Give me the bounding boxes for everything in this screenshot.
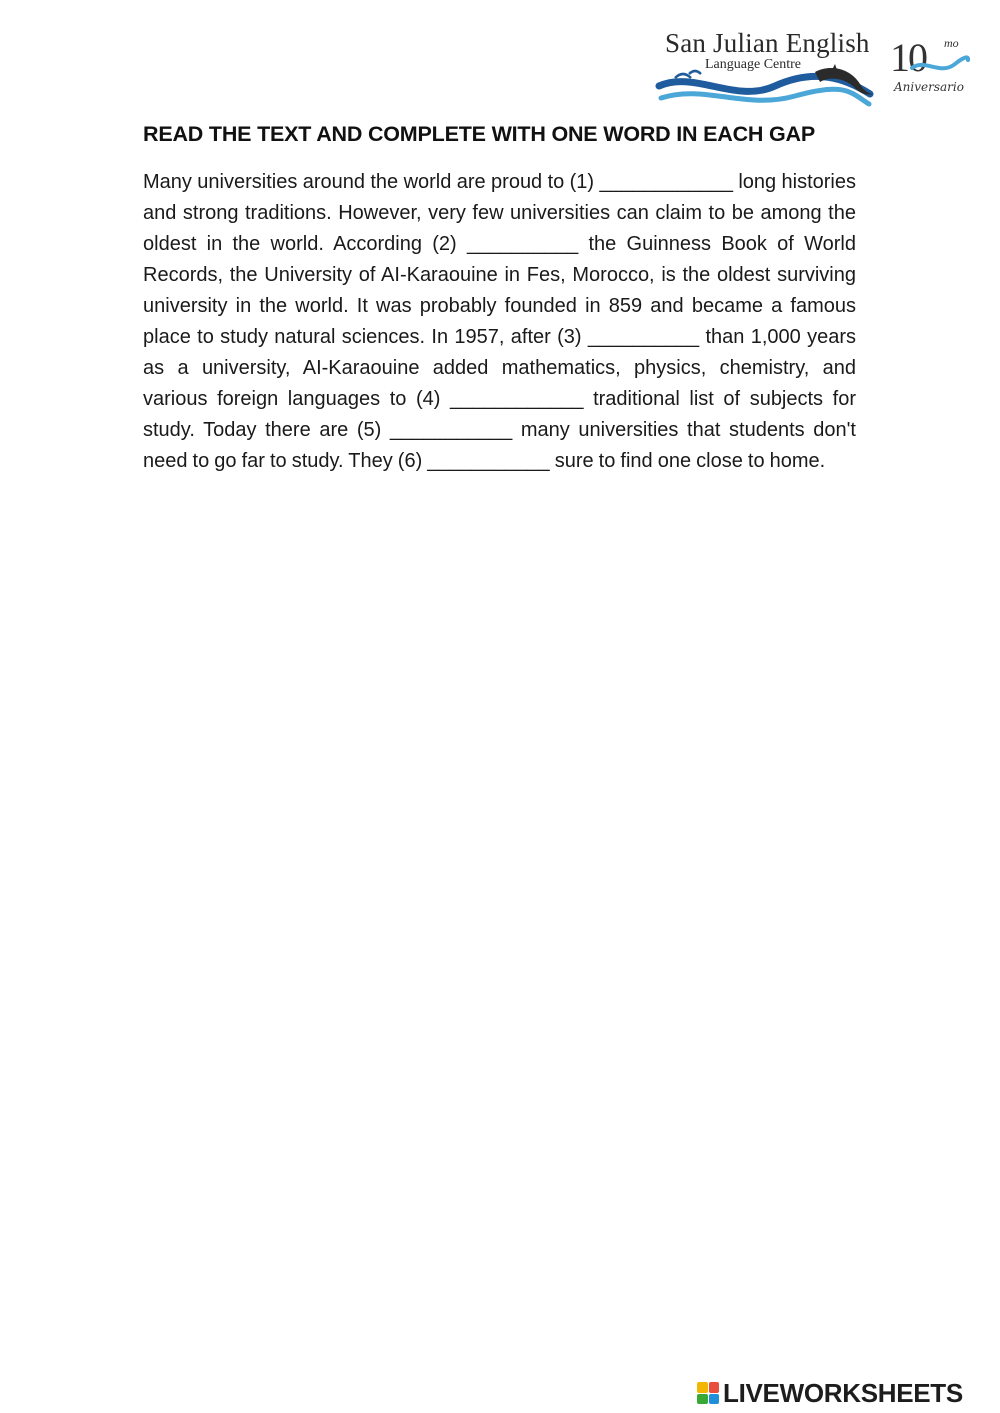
anniversary-number: 10: [890, 35, 926, 80]
liveworksheets-logo-icon: [697, 1382, 719, 1404]
anniversary-badge: [890, 34, 970, 104]
school-logo: [655, 26, 975, 110]
anniversary-superscript: mo: [944, 36, 959, 50]
brand-subtitle: Language Centre: [705, 57, 802, 72]
footer-brand-text: LIVEWORKSHEETS: [723, 1377, 963, 1408]
brand-name: San Julian English: [665, 28, 870, 58]
worksheet-heading: READ THE TEXT AND COMPLETE WITH ONE WORD IN EACH GAP: [143, 122, 816, 146]
anniversary-word: Aniversario: [894, 80, 964, 94]
gap-fill-passage: Many universities around the world are proud to (1) ____________ long histories and strong traditions. However, very few universities can claim to be among the oldest in the world. According (2) __________ the Guinness Book of World Records, the University of AI-Karaouine in Fes, Morocco, is the oldest surviving university in the world. It was probably founded in 859 and became a famous place to study natural sciences. In 1957, after (3) __________ than 1,000 years as a university, AI-Karaouine added mathematics, physics, chemistry, and various foreign languages to (4) ____________ traditional list of subjects for study. Today there are (5) ___________ many universities that students don't need to go far to study. They (6) ___________ sure to find one close to home.: [143, 171, 856, 472]
liveworksheets-footer: [697, 1378, 963, 1408]
anniversary-wave-icon: [910, 48, 970, 78]
wave-dolphin-icon: [655, 64, 875, 110]
